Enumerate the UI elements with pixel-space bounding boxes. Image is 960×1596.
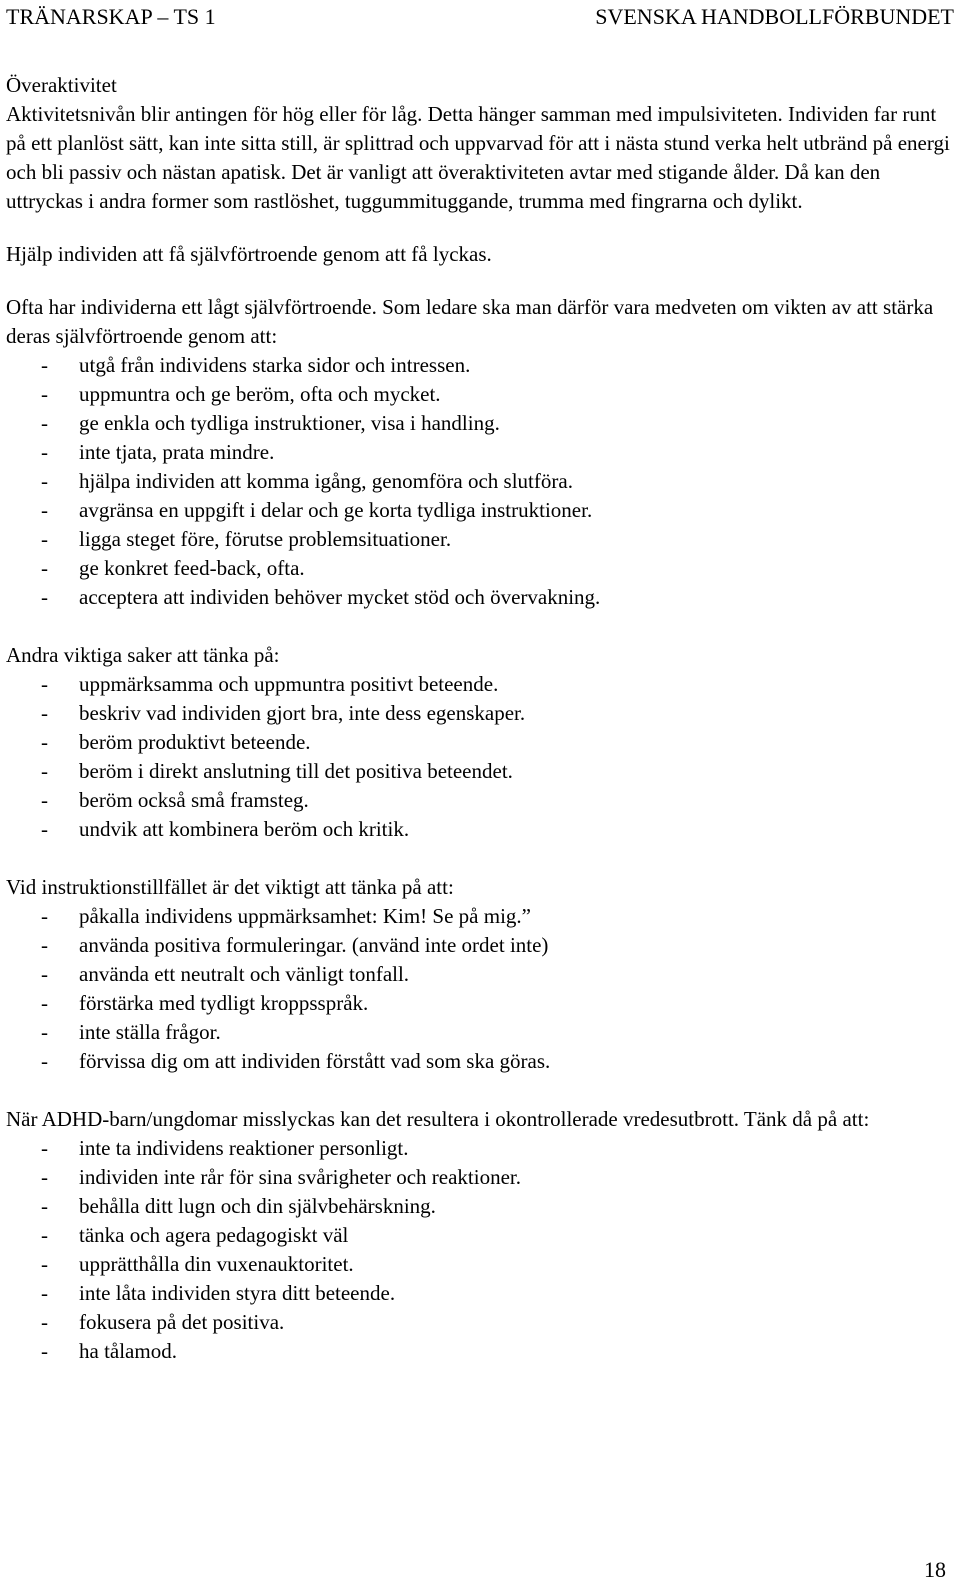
list-item-text: fokusera på det positiva. [79,1310,285,1334]
list-marker: - [41,527,48,551]
list-marker: - [41,759,48,783]
list-marker: - [41,1049,48,1073]
page-header [6,2,954,32]
page-number: 18 [924,1557,946,1582]
list-item [6,989,954,1018]
list-item [6,525,954,554]
list-item [6,583,954,612]
list-marker: - [41,556,48,580]
list-marker: - [41,585,48,609]
list-item-text: undvik att kombinera beröm och kritik. [79,817,410,841]
list-item-text: förstärka med tydligt kroppsspråk. [79,991,369,1015]
list-item [6,1134,954,1163]
list-item [6,902,954,931]
list-marker: - [41,498,48,522]
list-item-text: uppmärksamma och uppmuntra positivt beteende. [79,672,499,696]
document-body [6,71,954,1366]
list-marker: - [41,672,48,696]
list-marker: - [41,411,48,435]
failure-intro: När ADHD-barn/ungdomar misslyckas kan det resultera i okontrollerade vredesutbrott. Tänk då på att: [6,1107,870,1131]
list-item [6,1047,954,1076]
list-item-text: inte låta individen styra ditt beteende. [79,1281,396,1305]
list-item-text: inte ställa frågor. [79,1020,221,1044]
list-item-text: ge enkla och tydliga instruktioner, visa i handling. [79,411,500,435]
list-marker: - [41,701,48,725]
help-line: Hjälp individen att få självförtroende genom att få lyckas. [6,242,492,266]
list-item [6,1221,954,1250]
list-marker: - [41,788,48,812]
list-item [6,554,954,583]
list-item-text: hjälpa individen att komma igång, genomföra och slutföra. [79,469,573,493]
list-item-text: utgå från individens starka sidor och intressen. [79,353,471,377]
list-item [6,1192,954,1221]
list-item [6,1250,954,1279]
intro-paragraph: Aktivitetsnivån blir antingen för hög eller för låg. Detta hänger samman med impulsiviteten. Individen far runt på ett planlöst sätt, kan inte sitta still, är splittrad och uppvarvad för att i nästa stund verka helt utbränd på energi och bli passiv och nästan apatisk. Det är vanligt att överaktiviteten avtar med stigande ålder. Då kan den uttryckas i andra former som rastlöshet, tuggummituggande, trumma med fingrarna och dylikt. [6,102,950,213]
list-item [6,467,954,496]
list-marker: - [41,1252,48,1276]
list-marker: - [41,730,48,754]
list-item [6,931,954,960]
list-item-text: avgränsa en uppgift i delar och ge korta tydliga instruktioner. [79,498,593,522]
list-marker: - [41,1339,48,1363]
list-marker: - [41,933,48,957]
instruction-intro: Vid instruktionstillfället är det viktigt att tänka på att: [6,875,454,899]
list-item-text: beröm produktivt beteende. [79,730,311,754]
list-marker: - [41,469,48,493]
list-item-text: beskriv vad individen gjort bra, inte dess egenskaper. [79,701,526,725]
list-item [6,380,954,409]
list-item [6,699,954,728]
list-item [6,728,954,757]
list-marker: - [41,817,48,841]
confidence-intro: Ofta har individerna ett lågt självförtroende. Som ledare ska man därför vara medveten om vikten av att stärka deras självförtroende genom att: [6,295,934,348]
instruction-list [6,902,954,1076]
other-intro: Andra viktiga saker att tänka på: [6,643,280,667]
list-marker: - [41,1020,48,1044]
list-item [6,786,954,815]
list-marker: - [41,991,48,1015]
list-item [6,438,954,467]
list-item [6,409,954,438]
section-title: Överaktivitet [6,73,117,97]
list-marker: - [41,904,48,928]
list-marker: - [41,1281,48,1305]
list-marker: - [41,1194,48,1218]
confidence-list [6,351,954,612]
list-marker: - [41,1136,48,1160]
header-left-title: TRÄNARSKAP – TS 1 [6,4,216,29]
list-item [6,351,954,380]
list-marker: - [41,1223,48,1247]
list-item [6,815,954,844]
list-marker: - [41,382,48,406]
list-item [6,670,954,699]
list-item [6,1163,954,1192]
list-item-text: beröm i direkt anslutning till det positiva beteendet. [79,759,513,783]
list-marker: - [41,440,48,464]
list-marker: - [41,353,48,377]
other-list [6,670,954,844]
list-item-text: behålla ditt lugn och din självbehärskning. [79,1194,436,1218]
list-item-text: ha tålamod. [79,1339,177,1363]
list-item [6,757,954,786]
list-item [6,1337,954,1366]
list-marker: - [41,962,48,986]
list-item-text: upprätthålla din vuxenauktoritet. [79,1252,354,1276]
list-item-text: ligga steget före, förutse problemsituationer. [79,527,452,551]
list-marker: - [41,1165,48,1189]
list-item-text: acceptera att individen behöver mycket stöd och övervakning. [79,585,601,609]
list-item [6,1308,954,1337]
list-item [6,1018,954,1047]
list-item-text: inte ta individens reaktioner personligt. [79,1136,409,1160]
list-item-text: individen inte rår för sina svårigheter och reaktioner. [79,1165,522,1189]
list-marker: - [41,1310,48,1334]
failure-list [6,1134,954,1366]
list-item-text: tänka och agera pedagogiskt väl [79,1223,349,1247]
list-item-text: påkalla individens uppmärksamhet: Kim! Se på mig.” [79,904,531,928]
list-item-text: förvissa dig om att individen förstått vad som ska göras. [79,1049,551,1073]
list-item [6,960,954,989]
list-item-text: använda positiva formuleringar. (använd inte ordet inte) [79,933,549,957]
list-item-text: inte tjata, prata mindre. [79,440,275,464]
header-right-title: SVENSKA HANDBOLLFÖRBUNDET [595,4,954,29]
list-item-text: uppmuntra och ge beröm, ofta och mycket. [79,382,441,406]
list-item [6,1279,954,1308]
list-item [6,496,954,525]
list-item-text: beröm också små framsteg. [79,788,309,812]
list-item-text: använda ett neutralt och vänligt tonfall. [79,962,410,986]
list-item-text: ge konkret feed-back, ofta. [79,556,305,580]
